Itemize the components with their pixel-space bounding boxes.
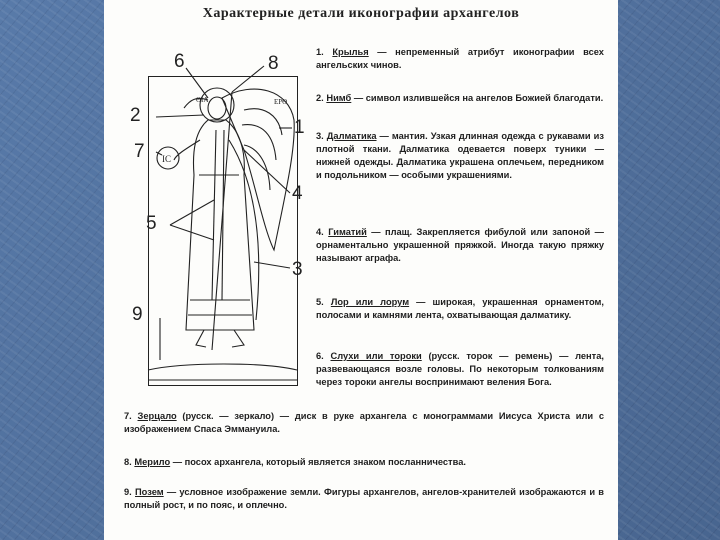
item-7: 7. Зерцало (русск. — зеркало) — диск в руке архангела с монограммами Иисуса Христа или с изображением Спаса Эммануила. (124, 411, 604, 434)
item-5: 5. Лор или лорум — широкая, украшенная орнаментом, полосами и камнями лента, охватывающая далматику. (316, 297, 604, 320)
item-6: 6. Слухи или тороки (русск. торок — ремень) — лента, развевающаяся возле головы. По некоторым толкованиям через тороки ангелы воспринимают веления Бога. (316, 351, 604, 387)
item-9: 9. Позем — условное изображение земли. Фигуры архангелов, ангелов-хранителей изображаются и в полный рост, и по пояс, и оплечно. (124, 487, 604, 510)
callout-4: 4 (292, 183, 303, 204)
callout-6: 6 (174, 51, 185, 72)
item-4: 4. Гиматий — плащ. Закрепляется фибулой или запоной — орнаментально украшенной пряжкой. Иногда такую пряжку называют аграфа. (316, 227, 604, 263)
item-3: 3. Далматика — мантия. Узкая длинная одежда с рукавами из плотной ткани. Далматика одевается поверх туники — нижней одежды. Далматика украшена оплечьем, передником и подольником — особыми украшениями. (316, 131, 604, 180)
callout-7: 7 (134, 141, 145, 162)
callout-1: 1 (294, 117, 305, 138)
callout-8: 8 (268, 53, 279, 74)
callout-3: 3 (292, 259, 303, 280)
item-1: 1. Крылья — непременный атрибут иконографии всех ангельских чинов. (316, 47, 604, 70)
icon-inscription-right: ΕΡΘ (274, 98, 288, 106)
icon-inscription-left: ΘΙΑ (196, 96, 209, 104)
callout-5: 5 (146, 213, 157, 234)
page-title: Характерные детали иконографии архангелов (202, 6, 520, 21)
svg-text:IC: IC (162, 154, 171, 164)
callout-2: 2 (130, 105, 141, 126)
callout-9: 9 (132, 304, 143, 325)
item-8: 8. Мерило — посох архангела, который является знаком посланничества. (124, 457, 466, 467)
document-page (104, 0, 618, 540)
item-2: 2. Нимб — символ излившейся на ангелов Божией благодати. (316, 93, 604, 103)
